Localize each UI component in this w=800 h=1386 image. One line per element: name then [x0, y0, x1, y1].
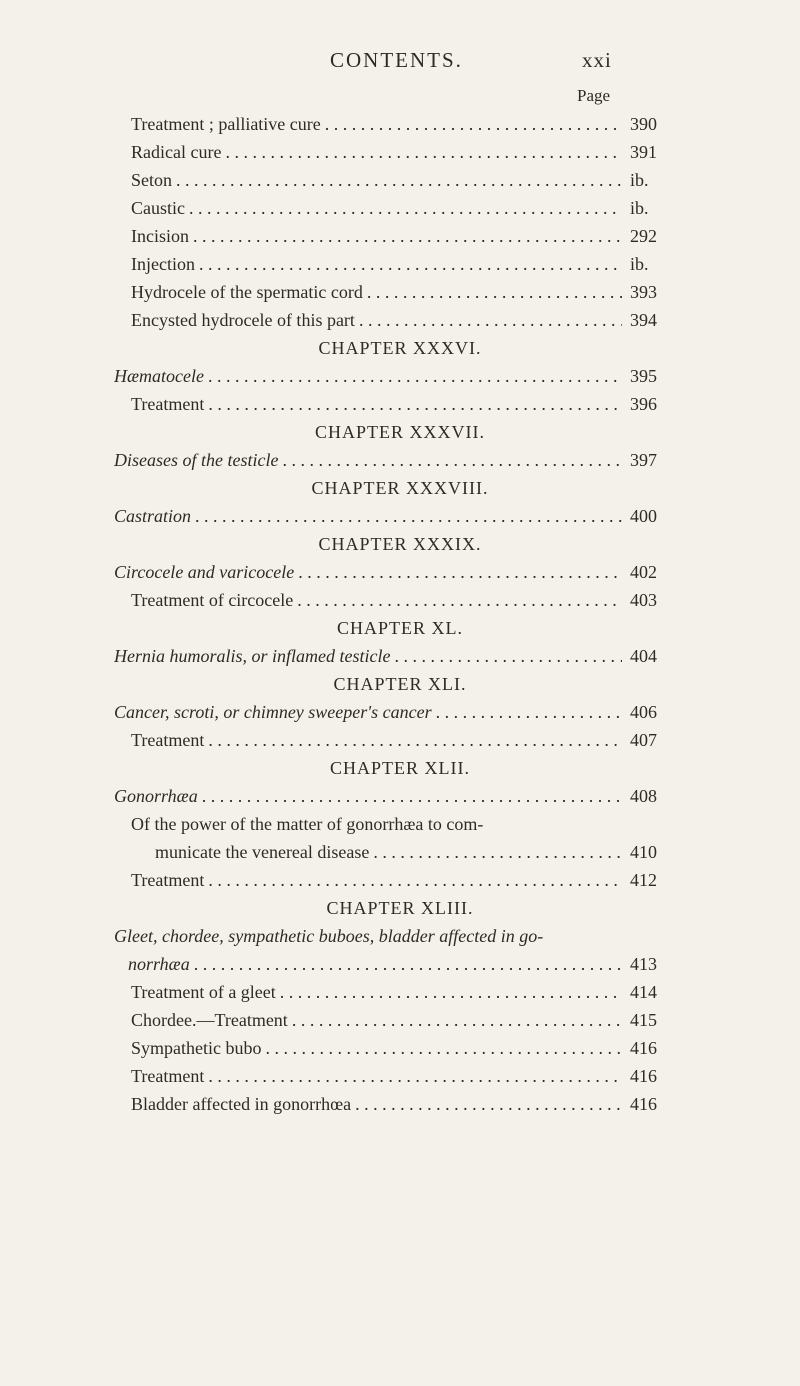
toc-entry — [0, 111, 800, 139]
toc-entry-page: 397 — [630, 450, 657, 470]
chapter-heading: CHAPTER XXXIX. — [318, 534, 482, 554]
dot-leader — [194, 951, 622, 977]
running-head — [0, 48, 800, 78]
toc-entry-page: 416 — [630, 1038, 657, 1058]
toc-entry — [0, 867, 800, 895]
chapter-heading: CHAPTER XXXVI. — [318, 338, 482, 358]
toc-entry — [0, 195, 800, 223]
toc-entry-page: 416 — [630, 1094, 657, 1114]
toc-entry-page: 391 — [630, 142, 657, 162]
toc-entry-page: 415 — [630, 1010, 657, 1030]
toc-entry-label: Bladder affected in gonorrhœa — [131, 1094, 352, 1114]
toc-entry — [0, 1063, 800, 1091]
dot-leader — [208, 363, 622, 389]
toc-entry-label: Circocele and varicocele — [114, 562, 295, 582]
dot-leader — [208, 867, 622, 893]
dot-leader — [195, 503, 622, 529]
dot-leader — [199, 251, 622, 277]
toc-entry — [0, 363, 800, 391]
toc-entry — [0, 447, 800, 475]
toc-entry — [0, 279, 800, 307]
toc-entry — [0, 503, 800, 531]
toc-entry — [0, 1035, 800, 1063]
dot-leader — [193, 223, 622, 249]
dot-leader — [436, 699, 622, 725]
toc-entry-page: 393 — [630, 282, 657, 302]
toc-entry-label: norrhæa — [128, 954, 190, 974]
toc-entry-label: Radical cure — [131, 142, 222, 162]
toc-entry-label: Treatment ; palliative cure — [131, 114, 321, 134]
toc-entry-page: 416 — [630, 1066, 657, 1086]
toc-entry-label: municate the venereal disease — [155, 842, 370, 862]
toc-entry-label: Hernia humoralis, or inflamed testicle — [114, 646, 391, 666]
page-title: CONTENTS. — [330, 48, 463, 72]
toc-entry-label: Gonorrhæa — [114, 786, 198, 806]
dot-leader — [225, 139, 622, 165]
toc-entry-label: Sympathetic bubo — [131, 1038, 262, 1058]
toc-entry — [0, 979, 800, 1007]
toc-entry-page: 414 — [630, 982, 657, 1002]
toc-entry — [0, 699, 800, 727]
toc-entry-label: Hæmatocele — [114, 366, 204, 386]
toc-entry-page: 413 — [630, 954, 657, 974]
toc-entry-page: 412 — [630, 870, 657, 890]
dot-leader — [265, 1035, 622, 1061]
dot-leader — [373, 839, 622, 865]
toc-entry-label: Seton — [131, 170, 173, 190]
toc-entry-label: Castration — [114, 506, 192, 526]
toc-entry-label: Cancer, scroti, or chimney sweeper's cancer — [114, 702, 432, 722]
toc-entry-label: Diseases of the testicle — [114, 450, 279, 470]
toc-entry-label: Chordee.—Treatment — [131, 1010, 288, 1030]
toc-entry-label: Incision — [131, 226, 189, 246]
toc-entry-page: 400 — [630, 506, 657, 526]
toc-entry-page: ib. — [630, 254, 649, 274]
toc-entry-page: ib. — [630, 198, 649, 218]
toc-entry-page: ib. — [630, 170, 649, 190]
chapter-heading: CHAPTER XL. — [336, 618, 463, 638]
toc-entry — [0, 1007, 800, 1035]
chapter-heading: CHAPTER XLIII. — [326, 898, 474, 918]
dot-leader — [367, 279, 622, 305]
toc-entry-label: Treatment — [131, 870, 205, 890]
toc-entry — [0, 167, 800, 195]
toc-entry — [0, 839, 800, 867]
dot-leader — [208, 1063, 622, 1089]
toc-entry-page: 396 — [630, 394, 657, 414]
toc-entry — [0, 391, 800, 419]
toc-entry-label-line-1: Gleet, chordee, sympathetic buboes, bladder affected in go- — [114, 926, 544, 946]
toc-entry-page: 406 — [630, 702, 657, 722]
dot-leader — [292, 1007, 622, 1033]
toc-entry-label: Caustic — [131, 198, 185, 218]
toc-entry — [0, 223, 800, 251]
toc-entry-label: Treatment — [131, 394, 205, 414]
page-folio: xxi — [582, 48, 612, 72]
dot-leader — [325, 111, 622, 137]
chapter-heading: CHAPTER XXXVII. — [315, 422, 485, 442]
dot-leader — [297, 587, 622, 613]
toc-entry-label: Hydrocele of the spermatic cord — [131, 282, 363, 302]
dot-leader — [359, 307, 622, 333]
toc-entry-label: Treatment — [131, 1066, 205, 1086]
toc-entry-label: Treatment — [131, 730, 205, 750]
toc-entry — [0, 951, 800, 979]
toc-entry — [0, 559, 800, 587]
toc-entry-page: 402 — [630, 562, 657, 582]
toc-entry — [0, 643, 800, 671]
dot-leader — [176, 167, 622, 193]
toc-entry — [0, 307, 800, 335]
toc-entry-page: 407 — [630, 730, 657, 750]
dot-leader — [202, 783, 622, 809]
dot-leader — [189, 195, 622, 221]
dot-leader — [394, 643, 622, 669]
toc-entry — [0, 783, 800, 811]
toc-entry-page: 395 — [630, 366, 657, 386]
toc-entry — [0, 139, 800, 167]
toc-entry-page: 403 — [630, 590, 657, 610]
toc-entry-label: Treatment of a gleet — [131, 982, 276, 1002]
toc-entry — [0, 727, 800, 755]
toc-entry-page: 408 — [630, 786, 657, 806]
dot-leader — [355, 1091, 622, 1117]
dot-leader — [208, 391, 622, 417]
dot-leader — [208, 727, 622, 753]
toc-entry — [0, 251, 800, 279]
chapter-heading: CHAPTER XLII. — [330, 758, 470, 778]
toc-entry — [0, 587, 800, 615]
chapter-heading: CHAPTER XXXVIII. — [311, 478, 489, 498]
toc-entry-page: 390 — [630, 114, 657, 134]
toc-entry-page: 410 — [630, 842, 657, 862]
toc-entry-page: 394 — [630, 310, 657, 330]
toc-entry-label-line-1: Of the power of the matter of gonorrhæa to com- — [131, 814, 484, 834]
dot-leader — [280, 979, 622, 1005]
toc-entry-label: Injection — [131, 254, 195, 274]
chapter-heading: CHAPTER XLI. — [333, 674, 467, 694]
toc-entry-page: 292 — [630, 226, 657, 246]
toc-entry-label: Treatment of circocele — [131, 590, 294, 610]
dot-leader — [298, 559, 622, 585]
toc-entry-label: Encysted hydrocele of this part — [131, 310, 355, 330]
toc-entry-page: 404 — [630, 646, 657, 666]
page-column-label: Page — [577, 86, 611, 105]
toc-entry — [0, 1091, 800, 1119]
dot-leader — [282, 447, 622, 473]
